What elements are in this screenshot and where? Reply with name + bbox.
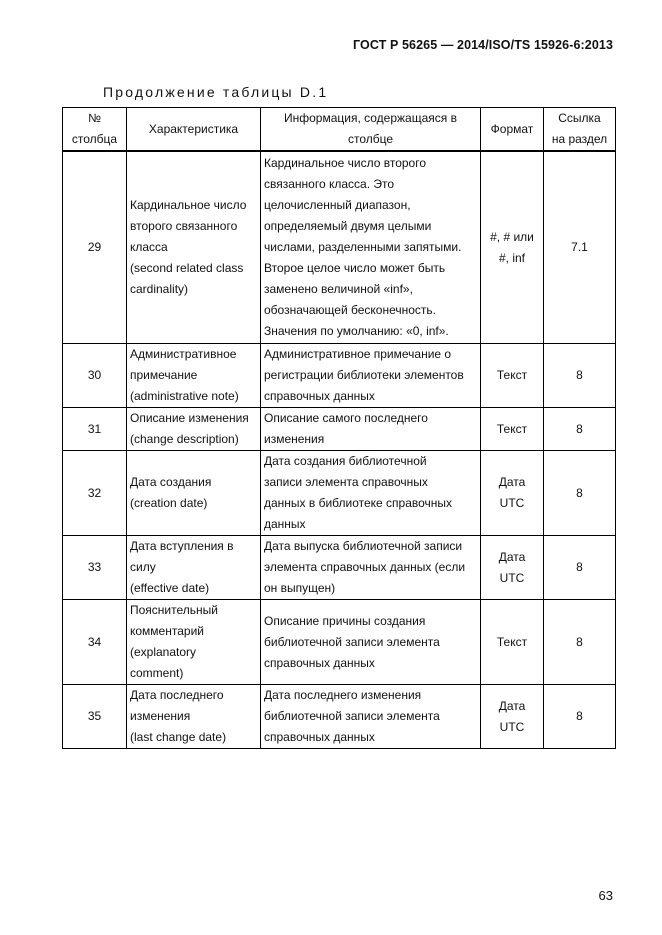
column-header-reference — [544, 108, 616, 152]
cell-line: Второе целое число может быть — [264, 261, 446, 275]
cell-info — [261, 408, 481, 451]
table-row — [63, 451, 616, 536]
cell-line: справочных данных — [264, 389, 375, 403]
table-row — [63, 344, 616, 408]
cell-line: comment) — [130, 666, 184, 680]
cell-number: 31 — [63, 408, 127, 451]
header-line: Характеристика — [148, 121, 239, 136]
cell-line: Кардинальное число второго — [264, 156, 427, 170]
cell-number: 29 — [63, 151, 127, 344]
header-line: Ссылка — [558, 111, 601, 125]
cell-line: Дата последнего изменения — [264, 688, 422, 702]
cell-line: изменения — [130, 709, 191, 723]
cell-line: Дата — [498, 475, 526, 489]
cell-characteristic — [127, 344, 261, 408]
page-number: 63 — [598, 888, 613, 903]
cell-line: Дата вступления в — [130, 539, 234, 553]
cell-format — [481, 151, 544, 344]
cell-line: справочных данных — [264, 655, 375, 670]
table-row — [63, 408, 616, 451]
cell-characteristic — [127, 536, 261, 600]
cell-line: (last change date) — [130, 730, 227, 744]
column-header-info — [261, 108, 481, 152]
cell-reference: 8 — [544, 600, 616, 685]
cell-number: 33 — [63, 536, 127, 600]
header-line: столбца — [71, 132, 118, 146]
cell-line: примечание — [130, 368, 198, 382]
cell-number: 32 — [63, 451, 127, 536]
cell-line: Описание самого последнего — [264, 411, 428, 425]
cell-characteristic — [127, 600, 261, 685]
cell-line: (change description) — [130, 432, 239, 446]
cell-line: UTC — [499, 719, 525, 734]
table-row — [63, 685, 616, 749]
header-line: № — [88, 111, 101, 125]
cell-line: Административное — [130, 347, 237, 361]
cell-line: UTC — [499, 496, 525, 510]
cell-characteristic — [127, 451, 261, 536]
cell-info — [261, 600, 481, 685]
cell-characteristic — [127, 685, 261, 749]
cell-line: целочисленный диапазон, — [264, 198, 411, 212]
cell-line: Значения по умолчанию: «0, inf». — [264, 324, 449, 338]
cell-line: Административное примечание о — [264, 347, 452, 361]
cell-line: изменения — [264, 432, 325, 446]
cell-line: Пояснительный — [130, 603, 218, 617]
cell-line: справочных данных — [264, 730, 375, 744]
cell-reference: 8 — [544, 685, 616, 749]
cell-line: (second related class — [130, 261, 244, 275]
header-line: Информация, содержащаяся в — [284, 111, 457, 125]
cell-line: Дата последнего — [130, 688, 224, 702]
cell-line: элемента справочных данных (если — [264, 560, 466, 574]
cell-line: Дата создания — [130, 475, 212, 489]
cell-line: UTC — [499, 570, 525, 585]
cell-line: заменено величиной «inf», — [264, 282, 413, 296]
cell-line: класса — [130, 240, 168, 254]
cell-line: Описание причины создания — [264, 613, 426, 628]
cell-info — [261, 685, 481, 749]
cell-number: 34 — [63, 600, 127, 685]
cell-info — [261, 451, 481, 536]
cell-line: комментарий — [130, 624, 204, 638]
cell-reference: 8 — [544, 408, 616, 451]
cell-format — [481, 451, 544, 536]
header-line: на раздел — [551, 132, 608, 146]
column-header-format — [481, 108, 544, 152]
cell-number: 30 — [63, 344, 127, 408]
table-row — [63, 536, 616, 600]
cell-line: Кардинальное число — [130, 198, 247, 212]
cell-info — [261, 536, 481, 600]
header-line: Формат — [490, 121, 534, 136]
cell-line: Текст — [496, 634, 528, 649]
cell-line: обозначающей бесконечность. — [264, 303, 437, 317]
table-header-row — [63, 108, 616, 152]
cell-info — [261, 151, 481, 344]
cell-line: силу — [130, 560, 156, 574]
table-row — [63, 151, 616, 344]
column-header-characteristic — [127, 108, 261, 152]
cell-number: 35 — [63, 685, 127, 749]
cell-line: Описание изменения — [130, 411, 249, 425]
cell-line: данных в библиотеке справочных — [264, 496, 453, 510]
cell-format — [481, 408, 544, 451]
table-body — [63, 151, 616, 749]
cell-line: cardinality) — [130, 282, 189, 296]
cell-line: Текст — [496, 368, 528, 382]
cell-line: Дата — [498, 549, 526, 564]
cell-line: Дата — [498, 698, 526, 713]
table-caption: Продолжение таблицы D.1 — [103, 84, 329, 100]
cell-reference: 8 — [544, 344, 616, 408]
cell-line: Дата создания библиотечной — [264, 454, 427, 468]
cell-line: записи элемента справочных — [264, 475, 428, 489]
document-header: ГОСТ Р 56265 — 2014/ISO/TS 15926-6:2013 — [353, 38, 613, 52]
cell-reference: 8 — [544, 451, 616, 536]
cell-format — [481, 344, 544, 408]
cell-line: связанного класса. Это — [264, 177, 395, 191]
cell-line: (creation date) — [130, 496, 208, 510]
cell-line: библиотечной записи элемента — [264, 709, 440, 723]
cell-reference: 8 — [544, 536, 616, 600]
cell-line: (administrative note) — [130, 389, 239, 403]
cell-line: (explanatory — [130, 645, 197, 659]
cell-line: числами, разделенными запятыми. — [264, 240, 462, 254]
cell-line: (effective date) — [130, 581, 210, 595]
cell-line: второго связанного — [130, 219, 238, 233]
cell-reference: 7.1 — [544, 151, 616, 344]
cell-line: #, inf — [498, 250, 525, 265]
table-row — [63, 600, 616, 685]
cell-line: #, # или — [490, 229, 534, 244]
cell-line: он выпущен) — [264, 581, 336, 595]
column-header-number — [63, 108, 127, 152]
cell-line: Текст — [496, 421, 528, 436]
cell-info — [261, 344, 481, 408]
cell-format — [481, 685, 544, 749]
cell-line: определяемый двумя целыми — [264, 219, 432, 233]
cell-characteristic — [127, 151, 261, 344]
cell-format — [481, 600, 544, 685]
cell-line: Дата выпуска библиотечной записи — [264, 539, 463, 553]
cell-line: библиотечной записи элемента — [264, 634, 440, 649]
cell-line: регистрации библиотеки элементов — [264, 368, 464, 382]
header-line: столбце — [347, 132, 394, 146]
cell-line: данных — [264, 517, 306, 531]
data-table — [62, 107, 616, 749]
cell-characteristic — [127, 408, 261, 451]
cell-format — [481, 536, 544, 600]
